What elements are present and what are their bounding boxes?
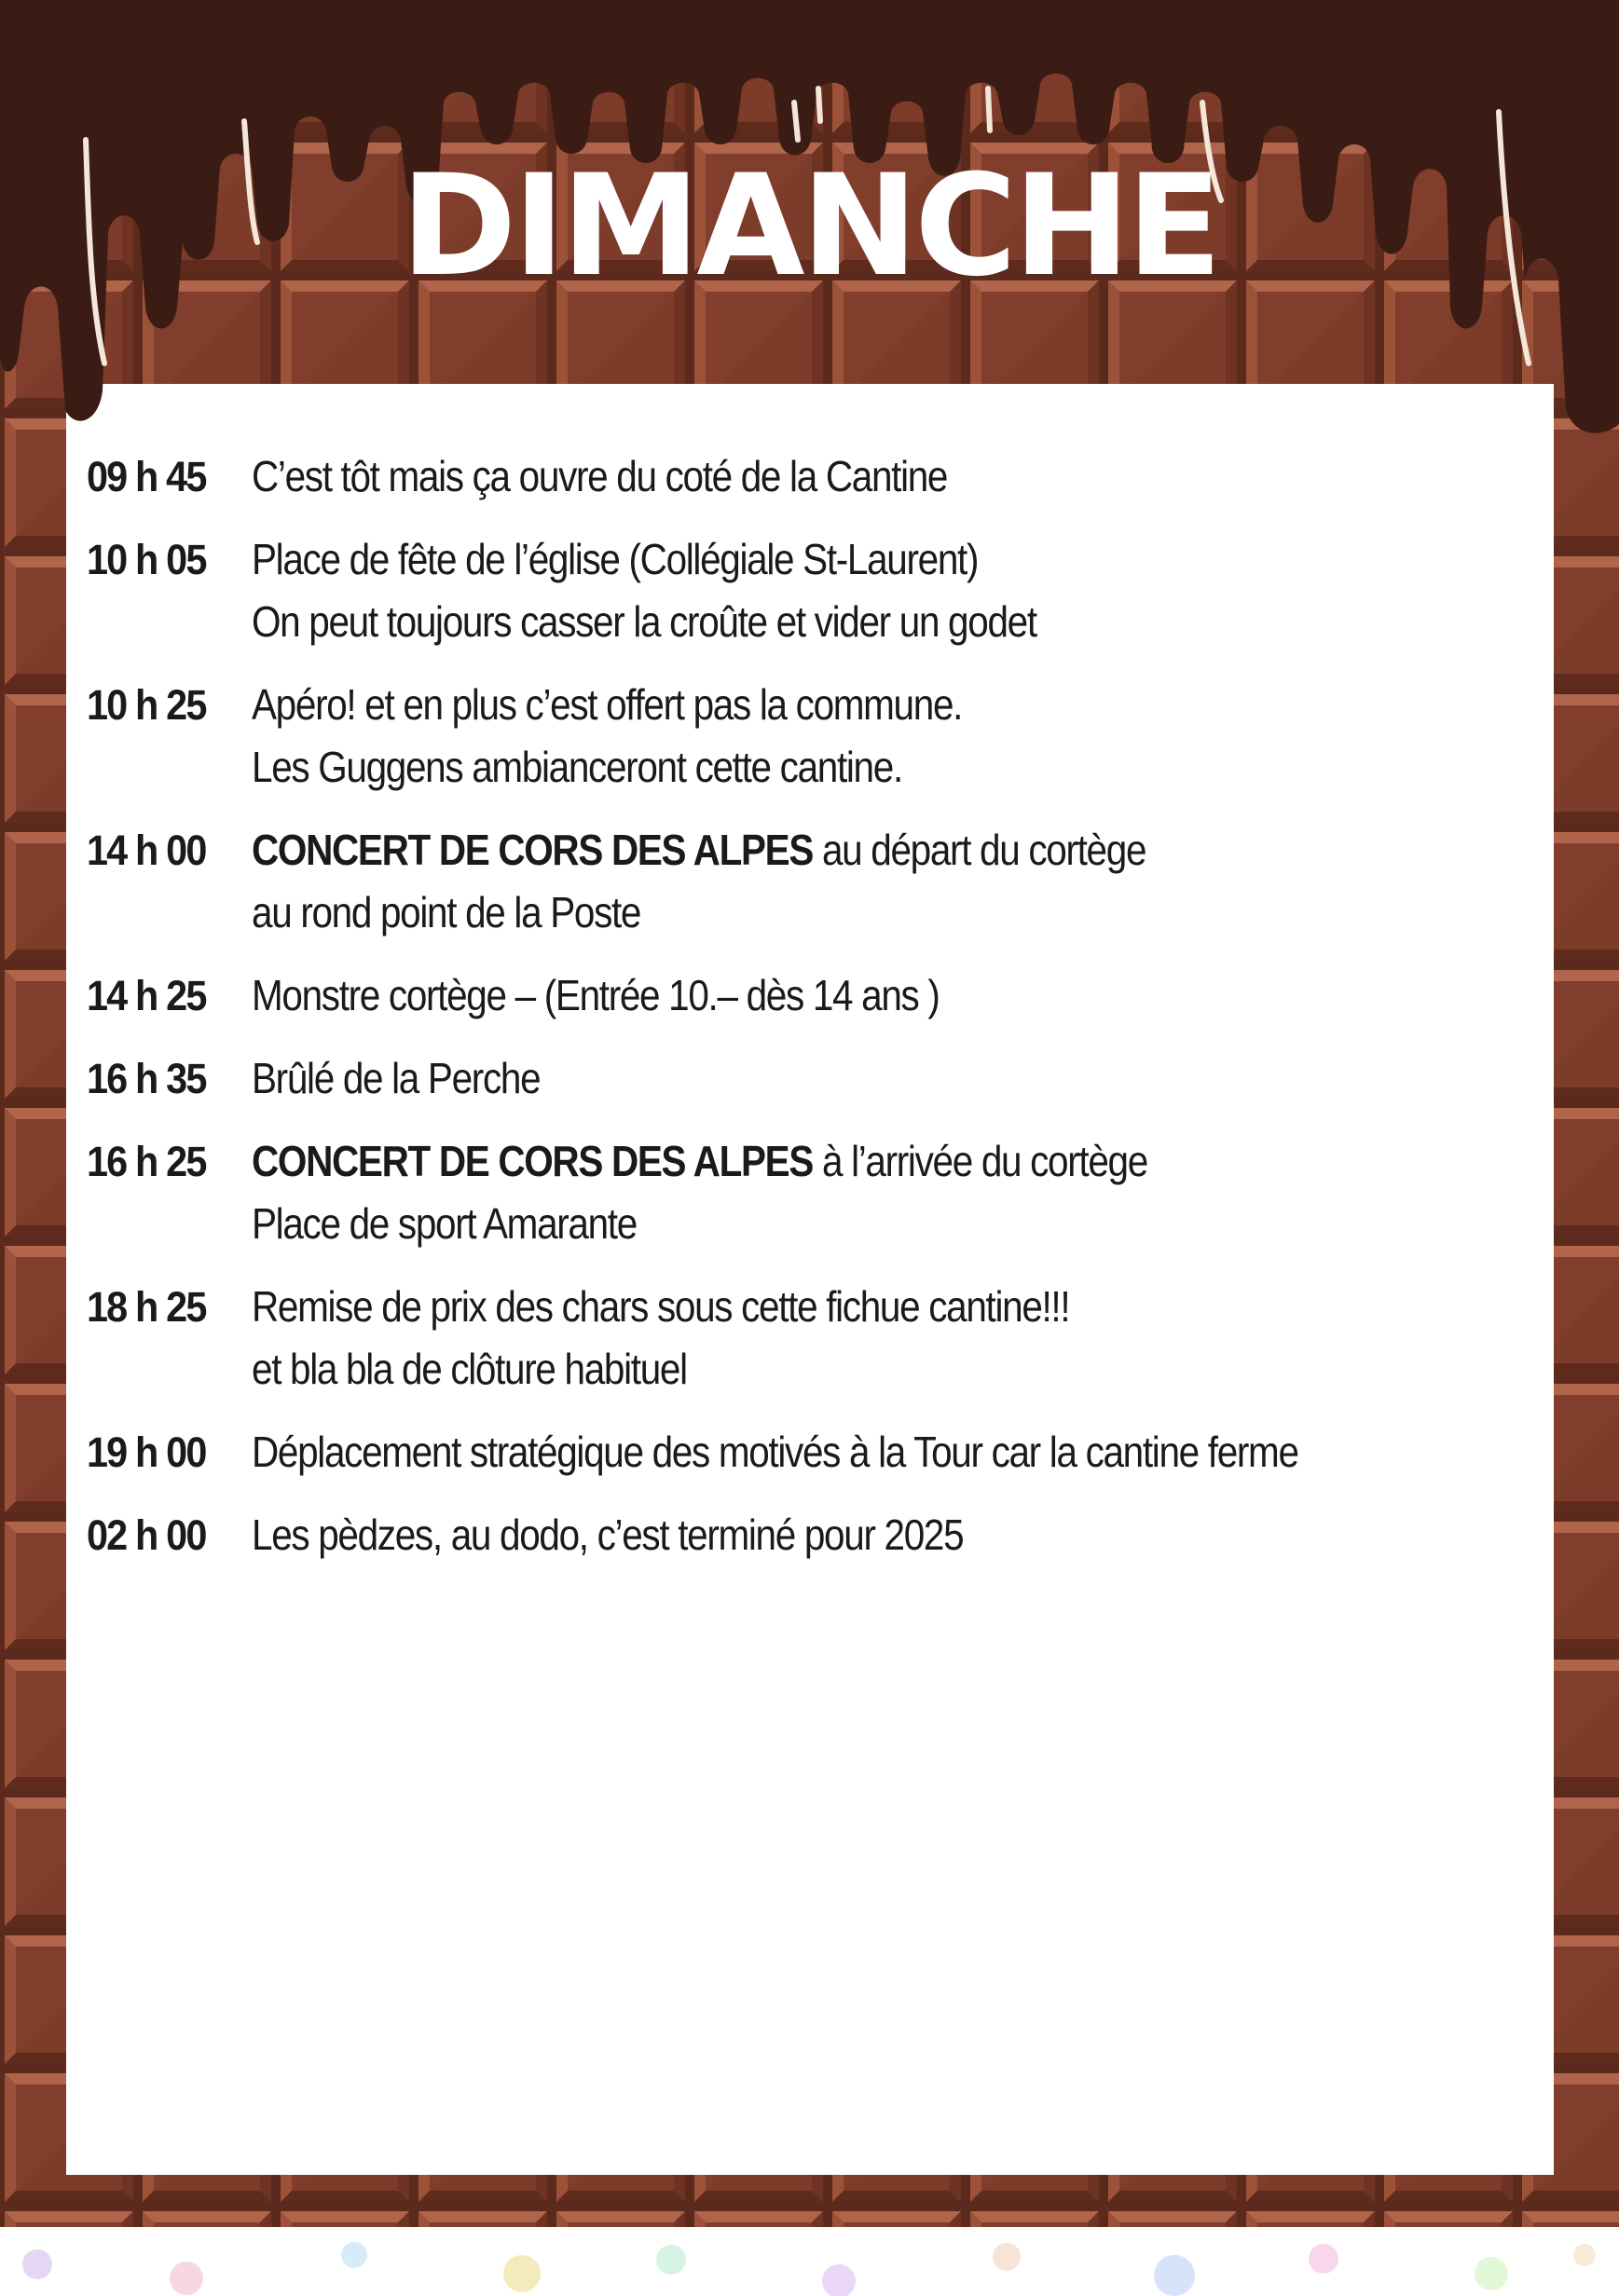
- schedule-line: [252, 1047, 540, 1110]
- schedule-description: [252, 1276, 1069, 1401]
- schedule-line: [252, 819, 1146, 882]
- schedule-line: [252, 528, 1036, 591]
- schedule-text: au départ du cortège: [813, 826, 1146, 874]
- schedule-row: [87, 1276, 1541, 1401]
- schedule-description: [252, 1421, 1298, 1483]
- schedule-description: [252, 1130, 1147, 1255]
- schedule-description: [252, 674, 962, 799]
- schedule-time: 02 h 00: [87, 1511, 206, 1559]
- schedule-time: 10 h 25: [87, 681, 206, 729]
- schedule-row: [87, 819, 1541, 944]
- page-title: DIMANCHE: [400, 145, 1219, 308]
- schedule-row: [87, 1421, 1541, 1483]
- schedule-description: [252, 819, 1146, 944]
- schedule-text: Brûlé de la Perche: [252, 1054, 541, 1102]
- schedule-line: [252, 1130, 1147, 1193]
- schedule-list: [87, 445, 1541, 1587]
- schedule-line: [252, 445, 947, 508]
- schedule-time: 18 h 25: [87, 1283, 206, 1331]
- schedule-time: 19 h 00: [87, 1428, 206, 1476]
- schedule-description: [252, 528, 1036, 653]
- schedule-time: 10 h 05: [87, 536, 206, 583]
- schedule-text: Remise de prix des chars sous cette fichue cantine!!!: [252, 1282, 1070, 1331]
- schedule-row: [87, 445, 1541, 508]
- schedule-description: [252, 445, 947, 508]
- schedule-row: [87, 1130, 1541, 1255]
- schedule-row: [87, 1047, 1541, 1110]
- schedule-row: [87, 674, 1541, 799]
- schedule-row: [87, 1504, 1541, 1566]
- schedule-text: Apéro! et en plus c’est offert pas la commune.: [252, 680, 963, 729]
- schedule-text: Place de fête de l’église (Collégiale St-Laurent): [252, 535, 979, 583]
- schedule-line: [252, 674, 962, 736]
- schedule-line: [252, 1338, 1069, 1401]
- schedule-highlight: CONCERT DE CORS DES ALPES: [252, 826, 814, 874]
- schedule-text: et bla bla de clôture habituel: [252, 1345, 687, 1393]
- schedule-time: 09 h 45: [87, 453, 206, 500]
- schedule-description: [252, 1504, 963, 1566]
- schedule-line: [252, 964, 940, 1027]
- schedule-time: 16 h 35: [87, 1055, 206, 1102]
- schedule-text: Monstre cortège – (Entrée 10.– dès 14 ans ): [252, 971, 940, 1019]
- schedule-line: [252, 736, 962, 799]
- schedule-text: On peut toujours casser la croûte et vider un godet: [252, 597, 1036, 646]
- schedule-text: au rond point de la Poste: [252, 888, 641, 936]
- schedule-description: [252, 1047, 540, 1110]
- schedule-text: Place de sport Amarante: [252, 1199, 637, 1248]
- schedule-line: [252, 1276, 1069, 1338]
- schedule-time: 16 h 25: [87, 1138, 206, 1185]
- schedule-line: [252, 1504, 963, 1566]
- schedule-row: [87, 528, 1541, 653]
- schedule-time: 14 h 25: [87, 972, 206, 1019]
- schedule-time: 14 h 00: [87, 827, 206, 874]
- schedule-text: à l’arrivée du cortège: [813, 1137, 1147, 1185]
- schedule-line: [252, 1193, 1147, 1255]
- schedule-highlight: CONCERT DE CORS DES ALPES: [252, 1137, 814, 1185]
- schedule-text: Déplacement stratégique des motivés à la Tour car la cantine ferme: [252, 1428, 1298, 1476]
- schedule-description: [252, 964, 940, 1027]
- schedule-text: Les Guggens ambianceront cette cantine.: [252, 743, 902, 791]
- confetti-strip: [0, 2227, 1619, 2296]
- schedule-line: [252, 882, 1146, 944]
- schedule-line: [252, 1421, 1298, 1483]
- schedule-text: Les pèdzes, au dodo, c’est terminé pour 2025: [252, 1510, 964, 1559]
- schedule-line: [252, 591, 1036, 653]
- schedule-text: C’est tôt mais ça ouvre du coté de la Cantine: [252, 452, 948, 500]
- schedule-row: [87, 964, 1541, 1027]
